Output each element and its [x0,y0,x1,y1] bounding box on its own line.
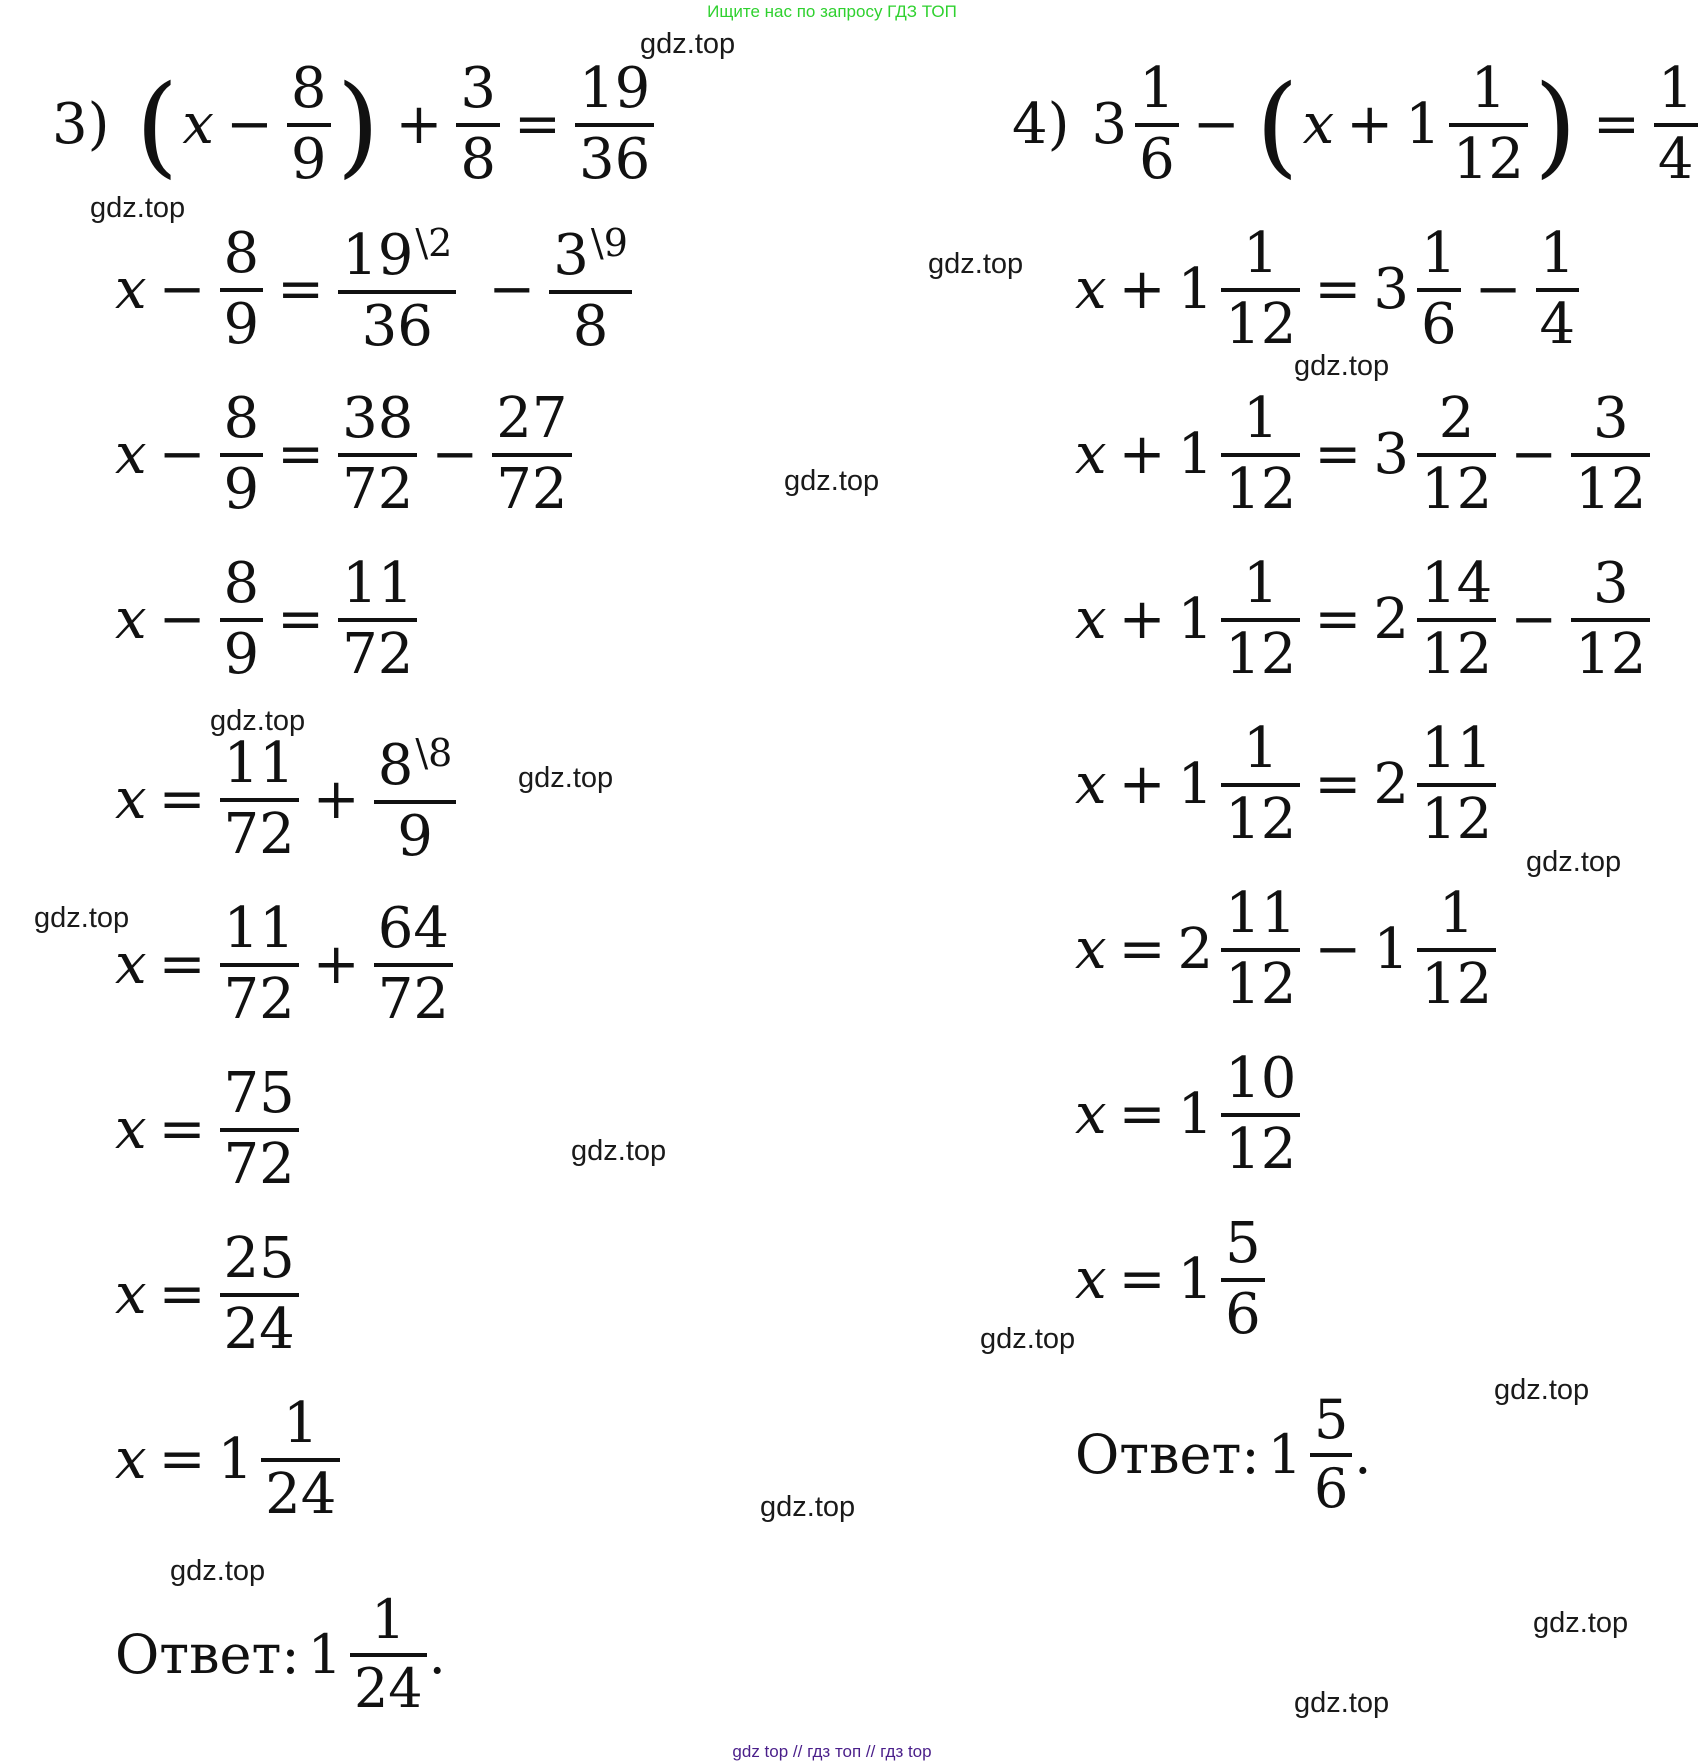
problem-label: 4) [1012,92,1070,157]
fraction: $\frac{5}{6}$ [1221,1215,1265,1345]
fraction: $\frac{27}{72}$ [492,390,571,520]
fraction: $\frac{1}{4}$ [1654,60,1698,190]
fraction: $\frac{3}{12}$ [1571,555,1650,685]
watermark: gdz.top [34,902,130,934]
p4-step-4: x + 1 $\frac{1}{12}$ = 2 $\frac{11}{12}$ [1075,710,1498,860]
fraction: $\frac{25}{24}$ [220,1230,299,1360]
fraction: $\frac{2}{12}$ [1417,390,1496,520]
p3-step-5: x = $\frac{11}{72}$ + $\frac{64}{72}$ [115,890,455,1040]
fraction: $\frac{1}{6}$ [1417,225,1461,355]
search-banner[interactable]: Ищите нас по запросу ГДЗ ТОП [707,2,957,21]
footer-links[interactable]: gdz top // гдз топ // гдз top [732,1742,932,1761]
p4-step-3: x + 1 $\frac{1}{12}$ = 2 $\frac{14}{12}$ − $\frac{3}{12}$ [1075,545,1652,695]
multiplier: \8 [415,730,453,775]
fraction: $\frac{11}{72}$ [338,555,417,685]
problem-label: 3) [52,92,110,157]
fraction: $\frac{1}{12}$ [1417,885,1496,1015]
fraction: $\frac{5}{6}$ [1310,1392,1352,1517]
watermark: gdz.top [1533,1607,1629,1639]
answer-label: Ответ: [115,1623,300,1686]
fraction: $\frac{1}{6}$ [1135,60,1179,190]
fraction: $\frac{3}{12}$ [1571,390,1650,520]
p4-step-1: x + 1 $\frac{1}{12}$ = 3 $\frac{1}{6}$ − $\frac{1}{4}$ [1075,215,1581,365]
watermark: gdz.top [640,28,736,60]
fraction: $\frac{1}{12}$ [1221,555,1300,685]
p4-step-7: x = 1 $\frac{5}{6}$ [1075,1205,1267,1355]
fraction: $\frac{8}{9}$ [287,60,331,190]
watermark: gdz.top [784,465,880,497]
fraction: $\frac{11}{12}$ [1221,885,1300,1015]
p3-step-1: x − $\frac{8}{9}$ = $\frac{19^{\backslash 2}}{36}$ − $\frac{3^{\backslash 9}}{8}$ [115,215,634,365]
fraction: $\frac{1}{24}$ [261,1395,340,1525]
fraction: $\frac{14}{12}$ [1417,555,1496,685]
fraction: $\frac{1}{12}$ [1221,390,1300,520]
watermark: gdz.top [210,705,306,737]
p3-step-2: x − $\frac{8}{9}$ = $\frac{38}{72}$ − $\frac{27}{72}$ [115,380,574,530]
multiplier: \2 [415,220,453,265]
p3-step-8: x = 1 $\frac{1}{24}$ [115,1385,342,1535]
fraction: $\frac{8^{\backslash 8}}{9}$ [374,734,457,867]
fraction: $\frac{3^{\backslash 9}}{8}$ [549,224,632,357]
p3-answer: Ответ: 1 $\frac{1}{24}$ . [115,1588,446,1720]
multiplier: \9 [590,220,628,265]
fraction: $\frac{19^{\backslash 2}}{36}$ [338,224,456,357]
fraction: $\frac{19}{36}$ [575,60,654,190]
fraction: $\frac{3}{8}$ [456,60,500,190]
answer-label: Ответ: [1075,1423,1260,1486]
p3-step-6: x = $\frac{75}{72}$ [115,1055,301,1205]
watermark: gdz.top [518,762,614,794]
p4-step-5: x = 2 $\frac{11}{12}$ − 1 $\frac{1}{12}$ [1075,875,1498,1025]
fraction: $\frac{8}{9}$ [220,555,264,685]
fraction: $\frac{8}{9}$ [220,390,264,520]
fraction: $\frac{11}{72}$ [220,900,299,1030]
watermark: gdz.top [928,248,1024,280]
p3-step-7: x = $\frac{25}{24}$ [115,1220,301,1370]
p4-step-6: x = 1 $\frac{10}{12}$ [1075,1040,1302,1190]
p4-answer: Ответ: 1 $\frac{5}{6}$ . [1075,1388,1372,1520]
fraction: $\frac{1}{24}$ [350,1592,427,1717]
watermark: gdz.top [1294,350,1390,382]
watermark: gdz.top [571,1135,667,1167]
watermark: gdz.top [1526,846,1622,878]
p3-step-4: x = $\frac{11}{72}$ + $\frac{8^{\backslash 8}}{9}$ [115,725,458,875]
fraction: $\frac{64}{72}$ [374,900,453,1030]
fraction: $\frac{1}{12}$ [1221,720,1300,850]
fraction: $\frac{1}{12}$ [1221,225,1300,355]
watermark: gdz.top [1494,1374,1590,1406]
fraction: $\frac{1}{4}$ [1536,225,1580,355]
fraction: $\frac{1}{12}$ [1449,60,1528,190]
fraction: $\frac{10}{12}$ [1221,1050,1300,1180]
fraction: $\frac{11}{72}$ [220,735,299,865]
p3-equation: 3) ( x − $\frac{8}{9}$ ) + $\frac{3}{8}$ = $\frac{19}{36}$ [52,50,656,200]
watermark: gdz.top [90,192,186,224]
watermark: gdz.top [760,1491,856,1523]
p4-step-2: x + 1 $\frac{1}{12}$ = 3 $\frac{2}{12}$ − $\frac{3}{12}$ [1075,380,1652,530]
watermark: gdz.top [980,1323,1076,1355]
fraction: $\frac{8}{9}$ [220,225,264,355]
watermark: gdz.top [170,1555,266,1587]
fraction: $\frac{38}{72}$ [338,390,417,520]
p4-equation: 4) 3 $\frac{1}{6}$ − ( x + 1 $\frac{1}{12}$ ) = $\frac{1}{4}$ [1012,50,1700,200]
watermark: gdz.top [1294,1687,1390,1719]
p3-step-3: x − $\frac{8}{9}$ = $\frac{11}{72}$ [115,545,419,695]
fraction: $\frac{11}{12}$ [1417,720,1496,850]
fraction: $\frac{75}{72}$ [220,1065,299,1195]
